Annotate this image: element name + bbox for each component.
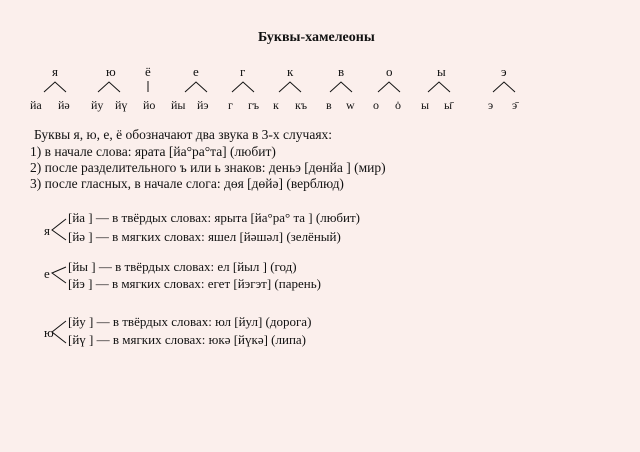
bracket-yu (52, 321, 66, 343)
sound-label: къ (295, 98, 308, 112)
sound-label: ы (421, 98, 430, 112)
sound-label: г (228, 98, 233, 112)
letter-v: в (338, 64, 345, 79)
sound-label: йу (91, 98, 104, 112)
sound-label: йə (58, 98, 70, 112)
group-letter: ю (44, 325, 54, 340)
group-letter: е (44, 266, 50, 281)
letter-y: ы (437, 64, 446, 79)
soft-rule: [йэ ] — в мягких словах: егет [йэгэт] (парень) (68, 276, 321, 291)
soft-rule: [йү ] — в мягких словах: юкə [йүкə] (липа) (68, 332, 306, 347)
sound-label: йо (143, 98, 156, 112)
intro-case-2: 2) после разделительного ъ или ь знаков: деньэ [дөнйа ] (мир) (30, 160, 386, 175)
letter-ya: я (52, 64, 58, 79)
group-letter: я (44, 223, 50, 238)
sound-label: э (488, 98, 494, 112)
sound-label: йү (115, 98, 128, 112)
hard-rule: [йу ] — в твёрдых словах: юл [йул] (дорога) (68, 314, 312, 329)
page-title: Буквы-хамелеоны (258, 30, 375, 45)
sound-label: к (273, 98, 279, 112)
hard-rule: [йы ] — в твёрдых словах: ел [йыл ] (год) (68, 259, 297, 274)
sound-label: йы (171, 98, 186, 112)
sound-label: ȯ (395, 98, 401, 112)
letter-o: о (386, 64, 393, 79)
sound-label: йа (30, 98, 42, 112)
hard-rule: [йа ] — в твёрдых словах: ярыта [йа°ра° та ] (любит) (68, 210, 360, 225)
letter-k: к (287, 64, 294, 79)
sound-label: э̄ (512, 98, 518, 112)
letter-g: г (240, 64, 246, 79)
intro-lead: Буквы я, ю, е, ё обозначают два звука в 3-х случаях: (34, 127, 333, 142)
sound-label: о (373, 98, 379, 112)
bracket-ye (52, 267, 66, 283)
sound-label: гъ (248, 98, 260, 112)
soft-rule: [йə ] — в мягких словах: яшел [йəшəл] (зелёный) (68, 229, 341, 244)
intro-case-3: 3) после гласных, в начале слога: дөя [дөйə] (верблюд) (30, 176, 344, 191)
sound-label: в (326, 98, 332, 112)
sound-label: w (346, 98, 355, 112)
letter-e: э (501, 64, 507, 79)
sound-label: ы̄ (444, 98, 453, 112)
letter-yo: ё (145, 64, 151, 79)
bracket-ya (52, 219, 66, 240)
letter-yu: ю (106, 64, 116, 79)
intro-case-1: 1) в начале слова: ярата [йа°ра°та] (любит) (30, 144, 276, 159)
sound-label: йэ (197, 98, 209, 112)
letter-ye: е (193, 64, 199, 79)
